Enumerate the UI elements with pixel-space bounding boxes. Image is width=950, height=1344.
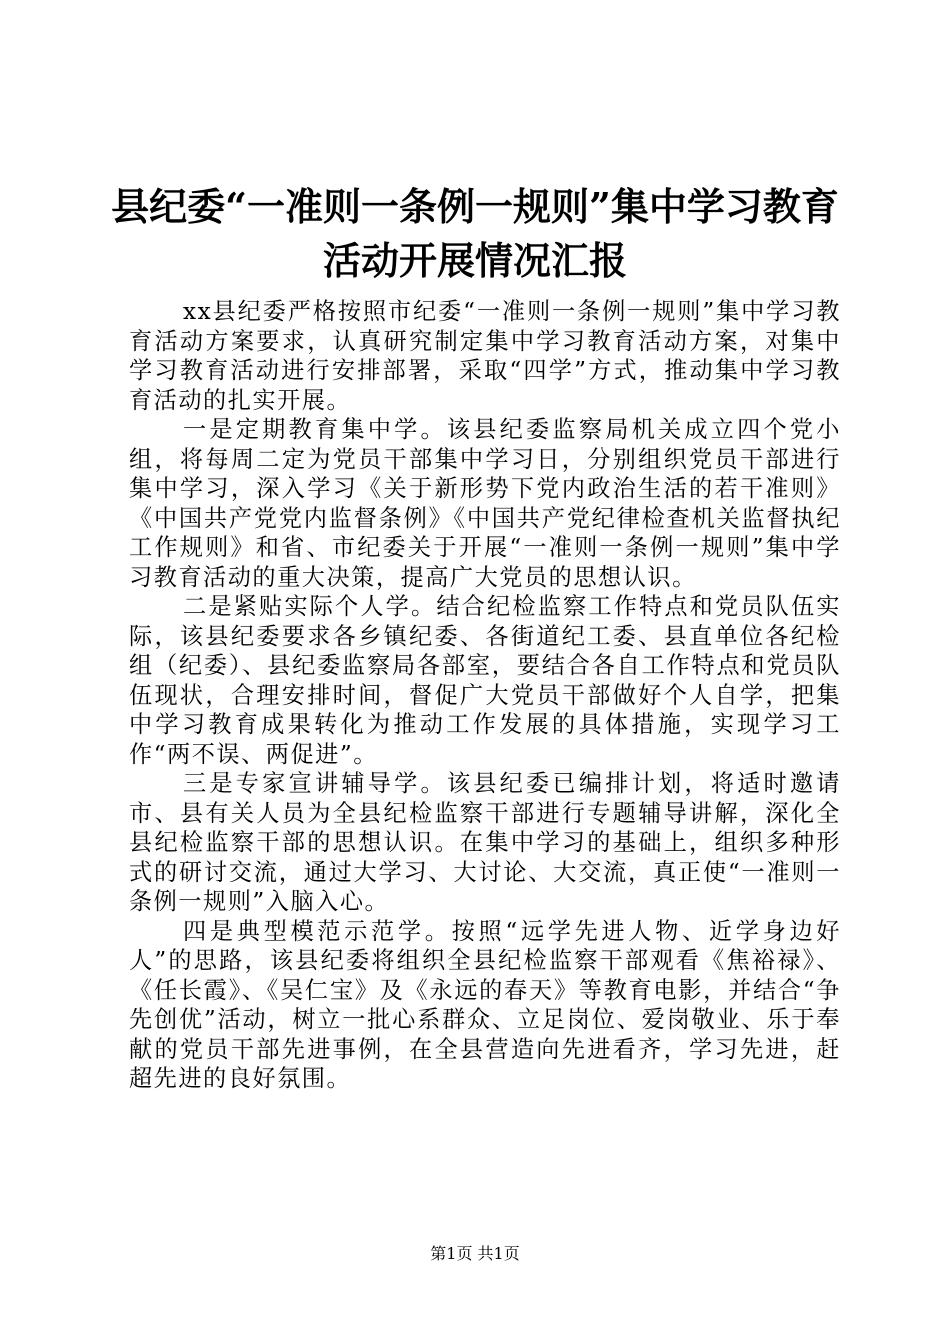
page-footer: 第1页 共1页 [430,1244,520,1263]
paragraph-intro: xx县纪委严格按照市纪委“一准则一条例一规则”集中学习教育活动方案要求，认真研究制定集中学习教育活动方案，对集中学习教育活动进行安排部署，采取“四学”方式，推动集中学习教育活动的扎实开展。 [129,298,841,414]
paragraph-point-4: 四是典型模范示范学。按照“远学先进人物、近学身边好人”的思路，该县纪委将组织全县纪检监察干部观看《焦裕禄》、《任长霞》、《吴仁宝》及《永远的春天》等教育电影，并结合“争先创优”活动，树立一批心系群众、立足岗位、爱岗敬业、乐于奉献的党员干部先进事例，在全县营造向先进看齐，学习先进，赶超先进的良好氛围。 [129,917,841,1092]
paragraph-point-3: 三是专家宣讲辅导学。该县纪委已编排计划，将适时邀请市、县有关人员为全县纪检监察干部进行专题辅导讲解，深化全县纪检监察干部的思想认识。在集中学习的基础上，组织多种形式的研讨交流，通过大学习、大讨论、大交流，真正使“一准则一条例一规则”入脑入心。 [129,770,841,915]
document-title-line-2: 活动开展情况汇报 [322,238,627,283]
document-title-line-1: 县纪委“一准则一条例一规则”集中学习教育 [111,184,839,229]
document-body [129,297,841,1094]
paragraph-point-1: 一是定期教育集中学。该县纪委监察局机关成立四个党小组，将每周二定为党员干部集中学习日，分别组织党员干部进行集中学习，深入学习《关于新形势下党内政治生活的若干准则》《中国共产党党内监督条例》《中国共产党纪律检查机关监督执纪工作规则》和省、市纪委关于开展“一准则一条例一规则”集中学习教育活动的重大决策，提高广大党员的思想认识。 [129,416,841,591]
paragraph-point-2: 二是紧贴实际个人学。结合纪检监察工作特点和党员队伍实际，该县纪委要求各乡镇纪委、各街道纪工委、县直单位各纪检组（纪委）、县纪委监察局各部室，要结合各自工作特点和党员队伍现状，合理安排时间，督促广大党员干部做好个人自学，把集中学习教育成果转化为推动工作发展的具体措施，实现学习工作“两不误、两促进”。 [129,593,841,768]
